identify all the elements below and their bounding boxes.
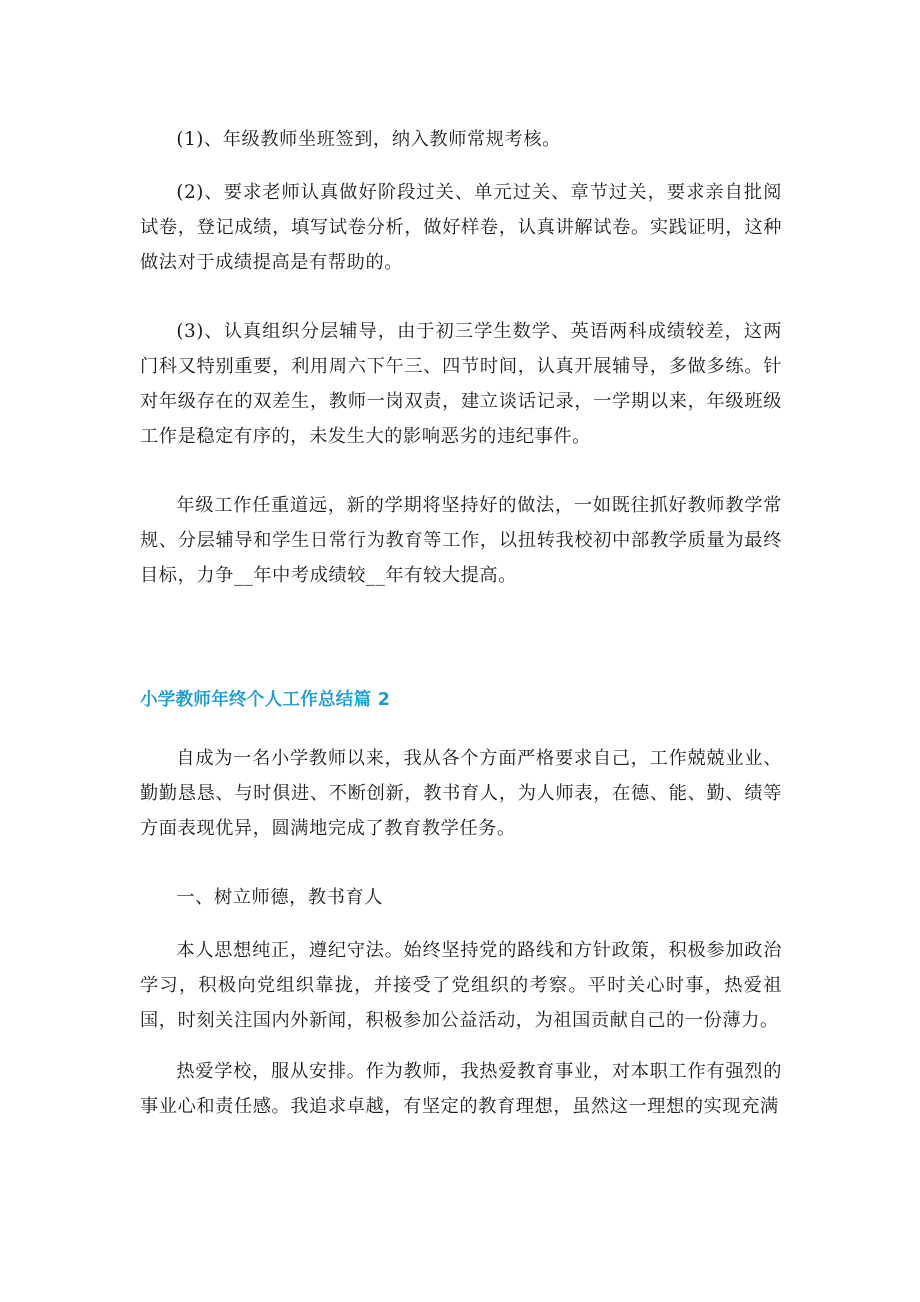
- paragraph-item-3: (3)、认真组织分层辅导，由于初三学生数学、英语两科成绩较差，这两门科又特别重要，利用周六下午三、四节时间，认真开展辅导，多做多练。针对年级存在的双差生，教师一岗双责，建立谈话记录，一学期以来，年级班级工作是稳定有序的，未发生大的影响恶劣的违纪事件。: [140, 321, 782, 447]
- paragraph-item-2: (2)、要求老师认真做好阶段过关、单元过关、章节过关，要求亲自批阅试卷，登记成绩，填写试卷分析，做好样卷，认真讲解试卷。实践证明，这种做法对于成绩提高是有帮助的。: [140, 182, 782, 273]
- paragraph-love-school: 热爱学校，服从安排。作为教师，我热爱教育事业，对本职工作有强烈的事业心和责任感。我追求卓越，有坚定的教育理想，虽然这一理想的实现充满: [140, 1061, 782, 1117]
- paragraph-intro: 自成为一名小学教师以来，我从各个方面严格要求自己，工作兢兢业业、勤勤恳恳、与时俱进、不断创新，教书育人，为人师表，在德、能、勤、绩等方面表现优异，圆满地完成了教育教学任务。: [140, 748, 782, 839]
- paragraph-ideology: 本人思想纯正，遵纪守法。始终坚持党的路线和方针政策，积极参加政治学习，积极向党组织靠拢，并接受了党组织的考察。平时关心时事，热爱祖国，时刻关注国内外新闻，积极参加公益活动，为祖国贡献自己的一份薄力。: [140, 940, 782, 1031]
- subheading-teacher-ethics: 一、树立师德，教书育人: [176, 887, 384, 908]
- paragraph-item-1: (1)、年级教师坐班签到，纳入教师常规考核。: [176, 129, 561, 150]
- paragraph-closing: 年级工作任重道远，新的学期将坚持好的做法，一如既往抓好教师教学常规、分层辅导和学生日常行为教育等工作，以扭转我校初中部教学质量为最终目标，力争__年中考成绩较__年有较大提高。: [140, 495, 782, 586]
- section-heading: 小学教师年终个人工作总结篇 2: [140, 690, 391, 710]
